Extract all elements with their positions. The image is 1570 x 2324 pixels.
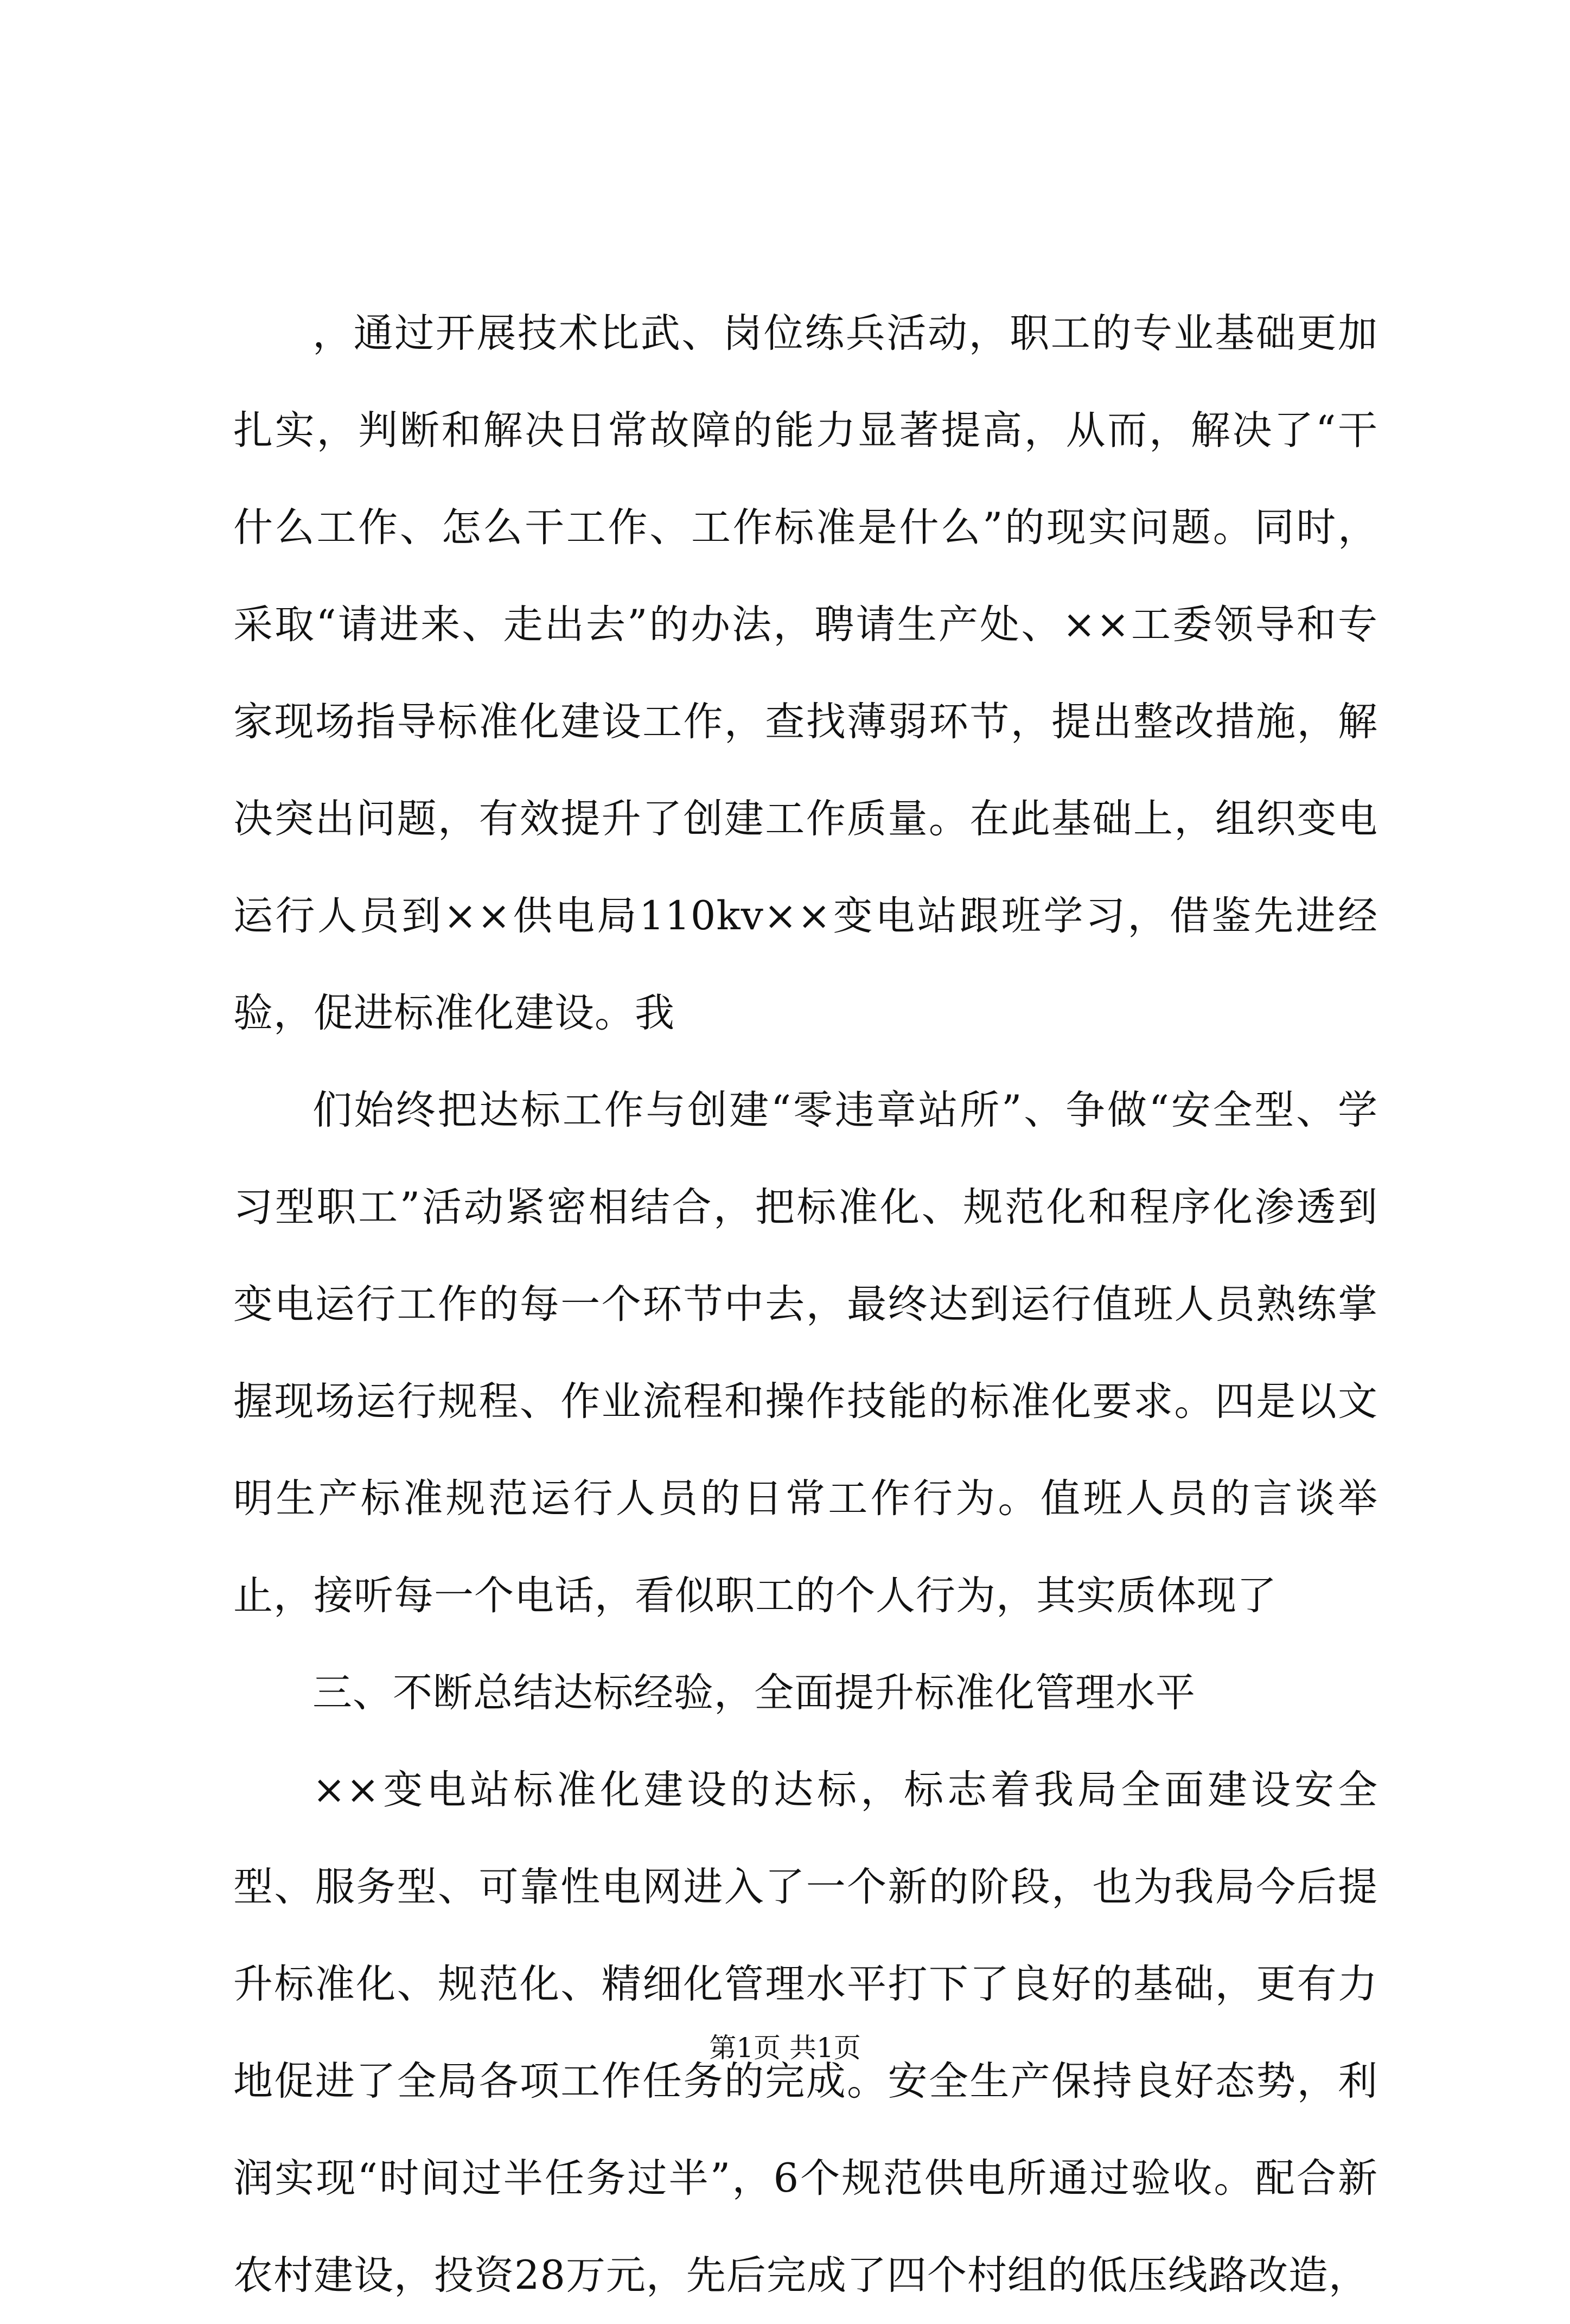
document-body xyxy=(233,285,1378,2324)
paragraph-zero-violation: 们始终把达标工作与创建“零违章站所”、争做“安全型、学习型职工”活动紧密相结合，把标准化、规范化和程序化渗透到变电运行工作的每一个环节中去，最终达到运行值班人员熟练掌握现场运行规程、作业流程和操作技能的标准化要求。四是以文明生产标准规范运行人员的日常工作行为。值班人员的言谈举止，接听每一个电话，看似职工的个人行为，其实质体现了 xyxy=(233,1087,1378,1619)
page-footer: 第1页 共1页 xyxy=(709,2032,861,2064)
paragraph-technical-training: ，通过开展技术比武、岗位练兵活动，职工的专业基础更加扎实，判断和解决日常故障的能力显著提高，从而，解决了“干什么工作、怎么干工作、工作标准是什么”的现实问题。同时，采取“请进来、走出去”的办法，聘请生产处、××工委领导和专家现场指导标准化建设工作，查找薄弱环节，提出整改措施，解决突出问题，有效提升了创建工作质量。在此基础上，组织变电运行人员到××供电局110kv××变电站跟班学习，借鉴先进经验，促进标准化建设。我 xyxy=(233,310,1378,1036)
paragraph-standardization-results: ××变电站标准化建设的达标，标志着我局全面建设安全型、服务型、可靠性电网进入了一个新的阶段，也为我局今后提升标准化、规范化、精细化管理水平打下了良好的基础，更有力地促进了全局各项工作任务的完成。安全生产保持良好态势，利润实现“时间过半任务过半”，6个规范供电所通过验收。配合新农村建设，投资28万元，先后完成了四个村组的低压线路改造， xyxy=(233,1767,1378,2299)
section-heading-three: 三、不断总结达标经验，全面提升标准化管理水平 xyxy=(312,1670,1196,1716)
